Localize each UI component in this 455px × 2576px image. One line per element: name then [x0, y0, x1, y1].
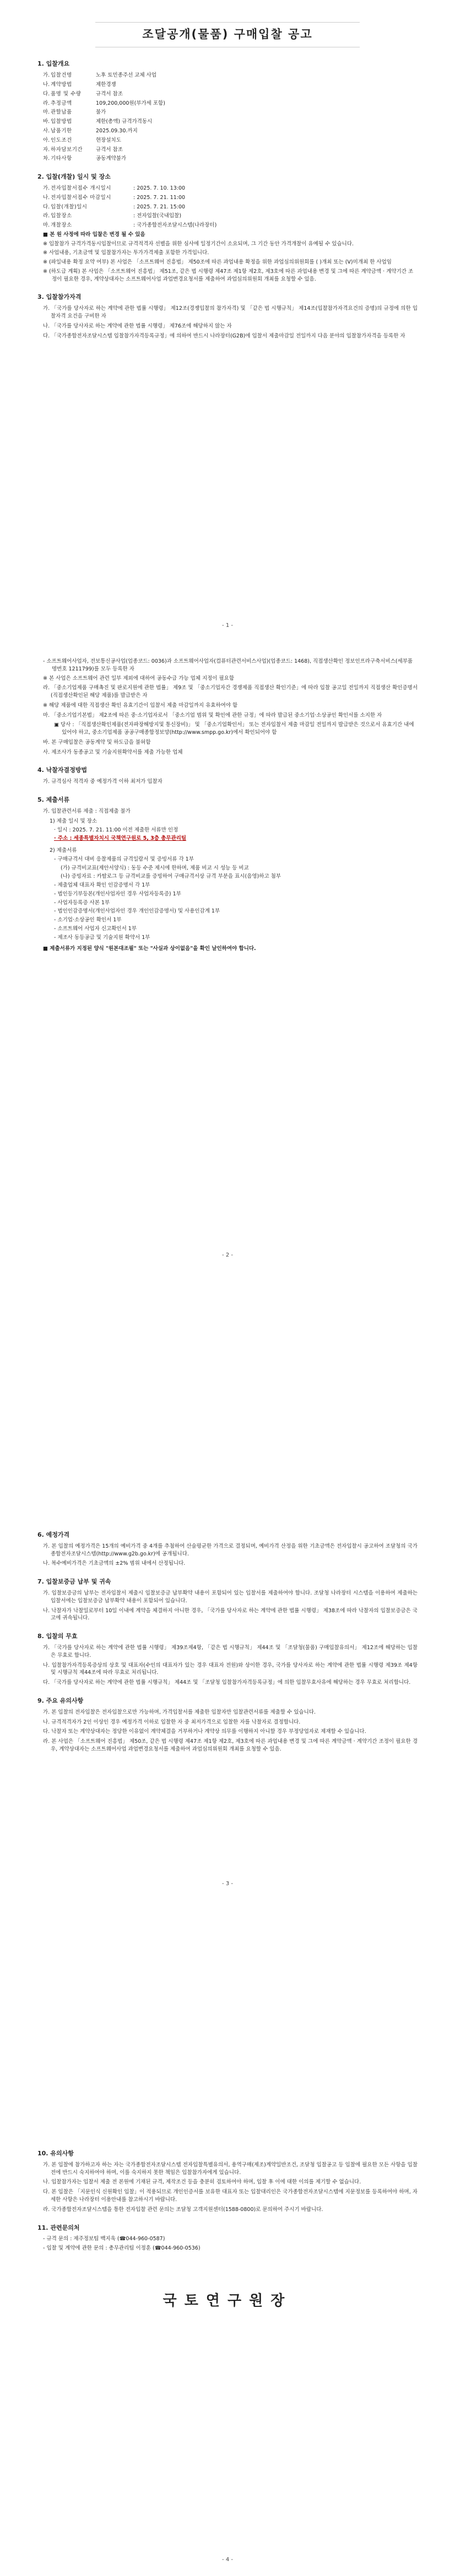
sec10-para: 가. 본 입찰에 참가하고자 하는 자는 국가종합전자조달시스템 전자입찰특별유의서, 용역구매(제조)계약일반조건, 조달청 입찰공고 등 입찰에 필요한 모든 사항을 입찰 전에 반드시 숙지하여야 하며, 이를 숙지하지 못한 책임은 입찰참가자에게 있습니다. [43, 2161, 418, 2176]
sec8-para: 다. 「국가를 당사자로 하는 계약에 관한 법률 시행규칙」 제44조 및 「조달청 입찰참가자격등록규정」에 의한 입찰무효사유에 해당하는 경우 무효로 처리합니다. [43, 1679, 411, 1686]
sec5-item: - 사업자등록증 사본 1부 [54, 899, 110, 906]
section-6 [37, 1531, 418, 1568]
sec2-row: 나. 전자입찰서접수 마감일시 : 2025. 7. 21. 11:00 [43, 194, 186, 201]
page-number: - 4 - [222, 2557, 233, 2563]
sec7-para: 가. 입찰보증금의 납부는 전자입찰서 제출시 입찰보증금 납부확약 내용이 포함되어 있는 입찰서를 제출하여야 합니다. 조달청 나라장터 시스템을 이용하여 제출하는 입찰서에는 입찰보증금 납부확약 내용이 포함되어 있습니다. [43, 1590, 418, 1604]
sec5-warning: ■ 제출서류가 지정된 양식 "원본대조필" 또는 "사실과 상이없음"을 확인 날인하여야 합니다. [43, 945, 256, 952]
section-7-heading: 7. 입찰보증금 납부 및 귀속 [37, 1578, 111, 1586]
section-9 [37, 1697, 418, 1753]
section-3 [37, 293, 418, 340]
sec9-para: 라. 본 사업은 「소프트웨어 진흥법」 제50조, 같은 법 시행령 제47조 제1항 제2호, 제3호에 따른 과업내용 변경 및 그에 따른 계약금액 · 계약기간 조정이 필요한 경우, 계약상대자는 소프트웨어사업 과업변경요청서를 제출하여 과업심의위원회 개최를 요청할 수 있음. [43, 1738, 418, 1752]
section-3-heading: 3. 입찰참가자격 [37, 293, 82, 301]
section-11-heading: 11. 관련문의처 [37, 2224, 80, 2231]
section-5 [37, 796, 418, 952]
section-8-heading: 8. 입찰의 무효 [37, 1633, 78, 1640]
sec1-row: 아. 인도조건 현장설치도 [43, 137, 121, 143]
sec2-row: 가. 전자입찰서접수 개시일시 : 2025. 7. 10. 13:00 [43, 185, 186, 191]
sec2-note: ※ (하도급 계획) 본 사업은 「소프트웨어 진흥법」 제51조, 같은 법 시행령 제47조 제1항 제2호, 제3호에 따른 과업내용 변경 및 그에 따른 계약금액 · 계약기간 조정이 필요한 경우, 계약상대자는 소프트웨어사업 과업변경요청서를 제출하여 과업심의위원회 개최를 요청할 수 있음. [43, 268, 414, 282]
schedule-change-warning: ■ 본 원 사정에 따라 입찰은 변경 될 수 있음 [43, 231, 145, 238]
sec1-row: 다. 품명 및 수량 규격서 참조 [43, 90, 123, 97]
sec2-row: 다. 입찰(개찰)일시 : 2025. 7. 21. 15:00 [43, 203, 186, 210]
sec1-row: 마. 관할납품 불가 [43, 109, 106, 116]
sec3-para: 나. 「국가를 당사자로 하는 계약에 관한 법률 시행령」 제76조에 해당하지 않는 자 [43, 323, 232, 329]
sec3-para: 사. 제조사가 동종공고 및 기술지원확약서를 제출 가능한 업체 [43, 749, 183, 755]
issuer-signature: 국토연구원장 [162, 2293, 292, 2309]
section-5-heading: 5. 제출서류 [37, 796, 70, 804]
sec5-intro: 가. 입찰관련서류 제출 : 직접제출 불가 [43, 808, 131, 815]
sec5-item: - 제출업체 대표자 확인 인감증명서 각 1부 [54, 882, 150, 889]
sec2-note: ※ (파일내용 확정 요약 여부) 본 사업은 「소프트웨어 진흥법」 제50조에 따른 과업내용 확정을 위한 과업심의위원회를 ( )개최 또는 (V)미개최 한 사업임 [43, 259, 392, 266]
section-4-heading: 4. 낙찰자결정방법 [37, 766, 88, 774]
sec3-para: 바. 본 구매입찰은 공동계약 및 하도급을 불허함 [43, 739, 151, 745]
sec3-bullet: - 소프트웨어사업자, 전보통신공사업(업종코드: 0036)과 소프트웨어사업자(컴퓨터관련서비스사업)(업종코드: 1468), 직접생산확인 정보인프라구축서비스(세부품명번호 1211799)를 모두 등록한 자 [43, 658, 413, 672]
document-page-2 [0, 634, 455, 1267]
sec8-para: 나. 입찰참가자격등록증상의 상호 및 대표자(수인의 대표자가 있는 경우 대표자 전원)와 상이한 경우, 국가를 당사자로 하는 계약에 관한 법률 시행령 제39조 제4항 및 시행규칙 제44조에 따라 무효로 처리됩니다. [43, 1662, 418, 1676]
section-2-heading: 2. 입찰(개찰) 일시 및 장소 [37, 173, 111, 181]
sec5-item: (나) 증빙자료 : 카탈로그 등 규격비교를 증빙하여 구매규격서상 규격 부분을 표시(음영)하고 첨부 [61, 873, 281, 880]
section-8 [37, 1632, 418, 1687]
sec5-item: - 구매규격서 대비 응찰제품의 규격일람서 및 증빙서류 각 1부 [54, 856, 194, 862]
sec2-note: ※ 입찰참가 규격가격동시입찰이므로 규격적격자 선별을 위한 심사에 일정기간이 소요되며, 그 기간 동안 가격개찰이 유예될 수 있습니다. [43, 240, 354, 247]
document-page-1 [0, 0, 455, 634]
sec3-sub-bullet: ▣ 당사 : 「직접생산확인제품(전자파장해방지및 통신장비)」 및 「중소기업확인서」 또는 전자입찰서 제출 마감일 전일까지 발급받은 것으로서 유효기간 내에 있어야 하고, 중소기업제품 공공구매종합정보망(http://www.smpp.go.kr)에서 확인되어야 함 [54, 722, 414, 736]
section-2 [37, 173, 418, 283]
sec5-item: - 법인인감증명서(개인사업자인 경우 개인인감증명서) 및 사용인감계 1부 [54, 908, 220, 915]
sec2-row: 라. 입찰장소 : 전자입찰(국내입찰) [43, 213, 182, 219]
sec3-note: ※ 해당 제품에 대한 직접생산 확인 유효기간이 입찰서 제출 마감일까지 유효하여야 함 [43, 702, 238, 709]
sec1-row: 바. 입찰방법 제한(총액) 규격가격동시 [43, 119, 153, 125]
section-7 [37, 1577, 418, 1622]
sec1-row: 차. 기타사항 공동계약불가 [43, 155, 127, 162]
sec5-sub-heading: 2) 제출서류 [50, 847, 77, 854]
sec9-para: 가. 본 입찰의 전자입찰은 전자입찰으로만 가능하며, 가격입찰서를 제출한 입찰자만 입찰관련서류를 제출할 수 있습니다. [43, 1709, 316, 1715]
section-11 [37, 2224, 418, 2252]
sec5-item: · 일시 : 2025. 7. 21. 11:00 이전 제출한 서류만 인정 [54, 827, 178, 833]
page-number: - 3 - [222, 1881, 233, 1887]
sec5-item: - 법인등기부등본(개인사업자인 경우 사업자등록증) 1부 [54, 890, 181, 897]
sec9-para: 다. 낙찰자 또는 계약상대자는 정당한 이유없이 계약체결을 거부하거나 계약상 의무를 이행하지 아니할 경우 부정당업자로 제재할 수 있습니다. [43, 1729, 366, 1735]
contact-bid: - 입찰 및 계약에 관한 문의 : 총무관리팀 이정훈 (☎044-960-0536) [43, 2245, 201, 2252]
page-number: - 1 - [222, 622, 233, 629]
sec3-para: 가. 「국가를 당사자로 하는 계약에 관한 법률 시행령」 제12조(경쟁입찰의 참가자격) 및 「같은 법 시행규칙」 제14조(입찰참가자격요건의 증명)의 규정에 의한 입찰자격 요건을 구비한 자 [43, 305, 418, 320]
document-page-4 [0, 1901, 455, 2576]
sec2-note: ※ 사업내용, 기초금액 및 입찰참가자는 투가가격제출 포함한 가격입니다. [43, 250, 209, 256]
sec1-row: 가. 입찰건명 노후 토민종주선 교체 사업 [43, 72, 157, 79]
sec8-para: 가. 「국가를 당사자로 하는 계약에 관한 법률 시행령」 제39조제4항, 「같은 법 시행규칙」 제44조 및 「조달청(물품) 구매입찰유의서」 제12조에 해당하는 입찰은 무효로 합니다. [43, 1645, 418, 1659]
sec10-para: 라. 국가종합전자조달시스템을 통한 전자입찰 관련 문의는 조달청 고객지원센터(1588-0800)로 문의하여 주시기 바랍니다. [43, 2206, 323, 2213]
sec4-text: 가. 규격심사 적격자 중 예정가격 이하 최저가 입찰자 [43, 779, 162, 785]
contact-spec: - 규격 문의 : 제주정보팀 백지욱 (☎044-960-0587) [43, 2236, 165, 2242]
section-1 [37, 60, 418, 163]
sec5-item-address: · 주소 : 세종특별자치시 국책연구원로 5, 3층 총무관리팀 [54, 835, 187, 842]
sec5-item: - 소기업·소상공인 확인서 1부 [54, 917, 122, 924]
sec5-item: (가) 규격비교표(제안서양식) : 동등 수준 제시에 한하며, 제품 비교 시 성능 등 비교 [61, 865, 249, 871]
sec2-row: 마. 개찰장소 : 국가종합전자조달시스템(나라장터) [43, 222, 217, 229]
sec5-item: - 제조사 동등공급 및 기술지원 확약서 1부 [54, 934, 150, 941]
sec6-para: 나. 복수예비가격은 기초금액의 ±2% 범위 내에서 산정됩니다. [43, 1560, 186, 1567]
section-1-heading: 1. 입찰개요 [37, 60, 70, 68]
sec1-row: 사. 납품기한 2025.09.30.까지 [43, 127, 138, 134]
sec7-para: 나. 낙찰자가 낙찰일로부터 10일 이내에 계약을 체결하지 아니한 경우, 「국가를 당사자로 하는 계약에 관한 법률 시행령」 제38조에 따라 낙찰자의 입찰보증금은 국고에 귀속됩니다. [43, 1607, 418, 1622]
section-10 [37, 2149, 418, 2214]
document-page-3 [0, 1267, 455, 1901]
sec3-para: 라. 「중소기업제품 구매촉진 및 판로지원에 관한 법률」 제9조 및 「중소기업자간 경쟁제품 직접생산 확인기준」에 따라 입찰 공고일 전일까지 직접생산 확인증명서(직접생산확인된 해당 제품)를 발급받은 자 [43, 685, 418, 699]
sec9-para: 나. 규격적격자가 2인 이상인 경우 예정가격 이하로 입찰한 자 중 최저가격으로 입찰한 자를 낙찰자로 결정합니다. [43, 1719, 301, 1725]
sec1-row: 라. 추정금액 109,200,000원(부가세 포함) [43, 100, 165, 106]
sec3-note: ※ 본 사업은 소프트웨어 관련 일부 제외에 대하여 공동수급 가능 업체 지정이 필요함 [43, 675, 235, 681]
sec3-para: 마. 「중소기업기본법」 제2조에 따른 중·소기업자로서 「중소기업 범위 및 확인에 관한 규정」에 따라 발급된 중소기업·소상공인 확인서를 소지한 자 [43, 712, 382, 718]
document-title: 조달공개(물품) 구매입찰 공고 [95, 22, 360, 47]
section-9-heading: 9. 주요 유의사항 [37, 1697, 84, 1704]
sec10-para: 나. 입찰참가자는 입찰서 제출 전 본원에 기재된 규격, 제작조건 등을 충분히 검토하여야 하며, 입찰 후 이에 대한 이의를 제기할 수 없습니다. [43, 2179, 361, 2186]
sec5-item: - 소프트웨어 사업자 신고확인서 1부 [54, 926, 137, 932]
sec1-row: 자. 하자담보기간 규격서 참조 [43, 146, 123, 153]
sec1-row: 나. 계약방법 제한경쟁 [43, 82, 116, 88]
sec10-para: 다. 본 입찰은 「지문인식 신원확인 입찰」이 적용되므로 개인인증서를 보유한 대표자 또는 입찰대리인은 국가종합전자조달시스템에 지문정보를 등록하여야 하며, 자세한 사항은 나라장터 이용안내를 참고하시기 바랍니다. [43, 2189, 418, 2203]
page-number: - 2 - [222, 1252, 233, 1258]
section-10-heading: 10. 유의사항 [37, 2150, 74, 2157]
sec5-sub-heading: 1) 제출 일시 및 장소 [50, 818, 98, 824]
section-6-heading: 6. 예정가격 [37, 1531, 70, 1538]
sec3-para: 다. 「국가종합전자조달시스템 입찰참가자격등록규정」에 의하여 반드시 나라장터(G2B)에 입찰서 제출마감일 전일까지 다음 분야의 입찰참가자격을 등록한 자 [43, 332, 405, 339]
section-4 [37, 766, 418, 786]
sec6-para: 가. 본 입찰의 예정가격은 15개의 예비가격 중 4개를 추첨하여 산술평균한 가격으로 결정되며, 예비가격 산정을 위한 기초금액은 전자입찰시 공고하여 조달청의 국가종합전자조달시스템(http://www.g2b.go.kr)에 공개됩니다. [43, 1543, 418, 1557]
